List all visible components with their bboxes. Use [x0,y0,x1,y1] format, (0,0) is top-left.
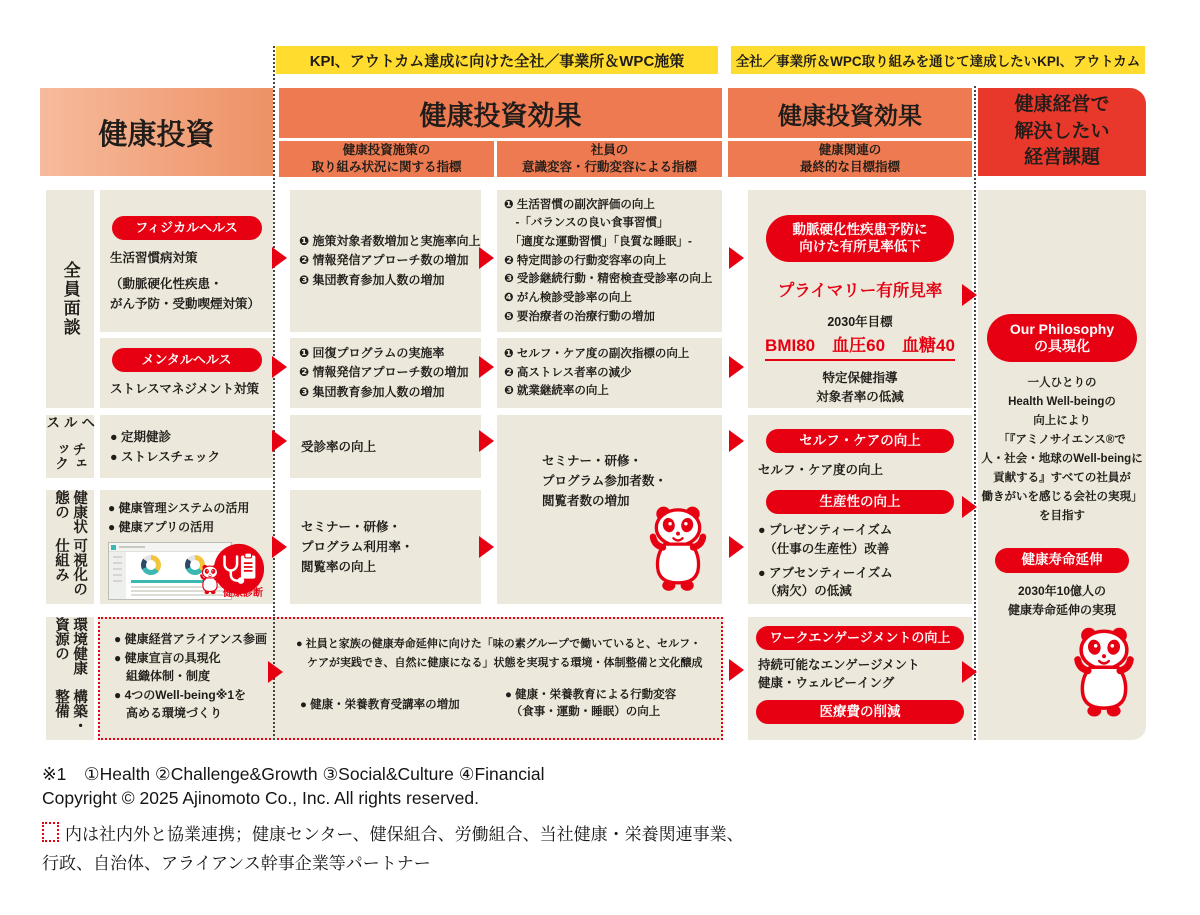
cell-physical-health [100,190,273,332]
visualization-item: ● 健康アプリの活用 [108,519,215,534]
banner-initiatives-label: KPI、アウトカム達成に向けた全社／事業所＆WPC施策 [309,52,685,70]
header-health-investment [40,88,273,176]
cell-seminar-usage [290,490,481,604]
philosophy-line: を目指す [1039,509,1085,522]
arrow-icon [272,356,287,378]
arrow-icon [962,661,977,683]
seminar-usage-line: 閲覧率の向上 [301,560,377,574]
philosophy-line: 貢献する』すべての社員が [993,471,1131,484]
cell-mental-health [100,338,273,408]
productivity-item: （仕事の生産性）改善 [758,541,890,556]
philosophy-line: 人・社会・地球のWell-beingに [981,452,1143,465]
dashboard-donut-chart [141,555,161,575]
banner-initiatives [276,46,718,74]
behavior-item: ❶ 生活習慣の副次評価の向上 [504,198,655,211]
environment-item: 組織体制・制度 [114,669,211,684]
dotted-separator [974,86,976,740]
target-year-label: 2030年目標 [827,315,893,329]
cell-measures-mental [290,338,481,408]
banner-kpi-outcome [731,46,1145,74]
subheader-behavior-line1: 社員の [590,143,629,158]
arrow-icon [729,659,744,681]
cell-measures-physical [290,190,481,332]
behavior-item: ❷ 特定問診の行動変容率の向上 [504,254,667,267]
selfcare-pill: セルフ・ケアの向上 [766,429,954,453]
subheader-final-goal-indicators [728,141,972,177]
row-label-interview: 全員面談 [46,190,94,408]
arrow-icon [962,496,977,518]
row-label-environment: 環境健康資源の 構築・整備 [46,617,94,740]
environment-item: 高める環境づくり [114,706,223,721]
measure-item: ❸ 集団教育参加人数の増加 [299,384,445,399]
productivity-item: ● プレゼンティーイズム [758,523,893,537]
header-health-investment-label: 健康投資 [98,118,215,151]
cell-visualization-items [100,490,273,604]
arrow-icon [729,430,744,452]
engagement-pill: ワークエンゲージメントの向上 [756,626,964,650]
philosophy-line: 向上により [1033,414,1091,427]
productivity-pill: 生産性の向上 [766,490,954,514]
environment-item: ● 健康宣言の具現化 [114,650,221,665]
environment-behavior-line: ● 社員と家族の健康寿命延伸に向けた「味の素グループで働いていると、セルフ・ [296,638,702,650]
header-challenge-line1: 健康経営で [1014,94,1110,116]
checkup-badge-label: 健康診断 [223,588,263,599]
arrow-icon [268,661,283,683]
selfcare-text: セルフ・ケア度の向上 [758,463,884,477]
dotted-separator [273,46,275,740]
behavior-item: ❸ 受診継続行動・精密検査受診率の向上 [504,273,713,286]
arrow-icon [479,430,494,452]
cell-seminar-participation [497,415,722,604]
cell-goal-arteriosclerosis [748,190,972,408]
behavior-item: ❸ 就業継続率の向上 [504,385,609,398]
subheader-initiative-indicators [279,141,494,177]
panel-management-outcomes [978,190,1146,740]
seminar-usage-line: セミナー・研修・ [301,520,402,534]
arrow-icon [479,247,494,269]
physical-health-pill: フィジカルヘルス [112,216,262,240]
aji-panda-illustration [644,504,712,596]
arrow-icon [272,430,287,452]
cell-goal-selfcare-productivity [748,415,972,604]
seminar-line: プログラム参加者数・ [542,474,667,488]
measure-item: ❷ 情報発信アプローチ数の増加 [299,253,469,268]
legend-collaboration-line2: 行政、自治体、アライアンス幹事企業等パートナー [42,854,431,873]
philosophy-pill: Our Philosophy の具現化 [987,314,1137,362]
row-label-visualization: 健康状態の 可視化の仕組み [46,490,94,604]
red-dotted-box-icon [42,822,59,842]
nutrition-behavior-line: （食事・運動・睡眠）の向上 [505,706,661,719]
target-values: BMI80 血圧60 血糖40 [765,331,955,361]
medical-cost-pill: 医療費の削減 [756,700,964,724]
subheader-goal-line1: 健康関連の [818,143,882,158]
cell-behavior-physical [497,190,722,332]
subheader-behavior-line2: 意識変容・行動変容による指標 [521,160,697,174]
engagement-line: 持続可能なエンゲージメント [758,658,920,672]
healthy-lifespan-pill: 健康寿命延伸 [995,548,1129,573]
seminar-usage-line: プログラム利用率・ [301,540,414,554]
aji-panda-illustration [1068,625,1140,722]
primary-findings-label: プライマリー有所見率 [777,282,943,300]
measure-item: ❸ 集団教育参加人数の増加 [299,272,445,287]
arrow-icon [729,536,744,558]
header-investment-effect-1 [279,88,722,138]
behavior-item: -「バランスの良い食事習慣」 [504,217,669,230]
header-challenge-line3: 経営課題 [1023,147,1100,169]
behavior-item: 「適度な運動習慣」「良質な睡眠」- [504,236,692,249]
footnote-wellbeing: ※1 ①Health ②Challenge&Growth ③Social&Culture ④Financial [42,764,545,784]
longevity-line: 健康寿命延伸の実現 [1007,602,1116,617]
philosophy-line: Health Well-beingの [1008,395,1116,408]
healthcheck-item: ● 定期健診 [110,429,172,444]
arrow-icon [729,356,744,378]
environment-item: ● 4つのWell-being※1を [114,687,247,702]
header-challenge-line2: 解決したい [1014,120,1110,142]
philosophy-line: 働きがいを感じる会社の実現」 [981,490,1143,503]
engagement-line: 健康・ウェルビーイング [758,676,895,691]
physical-line: （動脈硬化性疾患・ [110,277,223,291]
environment-behavior-line: ケアが実践でき、自然に健康になる」状態を実現する環境・体制整備と文化醸成 [296,656,703,669]
banner-kpi-outcome-label: 全社／事業所＆WPC取り組みを通じて達成したいKPI、アウトカム [735,54,1141,69]
seminar-line: セミナー・研修・ [542,454,643,468]
arrow-icon [272,247,287,269]
arrow-icon [729,247,744,269]
measure-item: ❷ 情報発信アプローチ数の増加 [299,365,469,380]
mental-health-pill: メンタルヘルス [112,348,262,372]
behavior-item: ❷ 高ストレス者率の減少 [504,366,632,379]
behavior-item: ❹ がん検診受診率の向上 [504,291,632,304]
row-label-healthcheck: ヘルス チェック [46,415,94,478]
arteriosclerosis-pill: 動脈硬化性疾患予防に 向けた有所見率低下 [766,215,954,262]
mental-line: ストレスマネジメント対策 [110,382,260,396]
productivity-item: ● アブセンティーイズム [758,565,893,580]
physical-line: 生活習慣病対策 [110,251,198,265]
arrow-icon [962,284,977,306]
header-investment-effect-2 [728,88,972,138]
copyright-text: Copyright © 2025 Ajinomoto Co., Inc. All rights reserved. [42,788,479,808]
behavior-item: ❶ セルフ・ケア度の副次指標の向上 [504,348,690,361]
measure-item: ❶ 施策対象者数増加と実施率向上 [299,234,481,249]
physical-line: がん予防・受動喫煙対策） [110,297,261,311]
guidance-note: 対象者率の低減 [816,389,904,404]
environment-item: ● 健康経営アライアンス参画 [114,632,268,646]
arrow-icon [272,536,287,558]
header-management-challenges [978,88,1146,176]
healthcheck-item: ● ストレスチェック [110,449,221,464]
cell-behavior-mental [497,338,722,408]
nutrition-education-attendance: ● 健康・栄養教育受講率の増加 [300,699,460,711]
behavior-item: ❺ 要治療者の治療行動の増加 [504,310,655,323]
productivity-item: （病欠）の低減 [758,584,852,599]
cell-goal-engagement-medical [748,617,972,740]
arrow-icon [479,356,494,378]
seminar-line: 閲覧者数の増加 [542,494,630,508]
guidance-note: 特定保健指導 [822,371,898,385]
nutrition-behavior-line: ● 健康・栄養教育による行動変容 [505,689,677,701]
subheader-behavior-indicators [497,141,722,177]
measure-item: ❶ 回復プログラムの実施率 [299,346,445,361]
header-investment-effect-1-label: 健康投資効果 [419,100,582,131]
cell-environment-band [98,617,723,740]
philosophy-line: 一人ひとりの [1027,377,1097,389]
visualization-item: ● 健康管理システムの活用 [108,501,250,515]
subheader-initiative-line2: 取り組み状況に関する指標 [311,160,462,174]
subheader-goal-line2: 最終的な目標指標 [799,160,900,174]
cell-checkup-rate [290,415,481,478]
arrow-icon [479,536,494,558]
philosophy-line: 「『アミノサイエンス®で [998,433,1126,446]
checkup-rate-text: 受診率の向上 [301,439,377,454]
header-investment-effect-2-label: 健康投資効果 [778,102,922,130]
legend-collaboration-line1: 内は社内外と協業連携；健康センター、健保組合、労働組合、当社健康・栄養関連事業、 [42,820,744,845]
subheader-initiative-line1: 健康投資施策の [342,143,431,158]
cell-healthcheck-items [100,415,273,478]
longevity-line: 2030年10億人の [1017,583,1107,598]
